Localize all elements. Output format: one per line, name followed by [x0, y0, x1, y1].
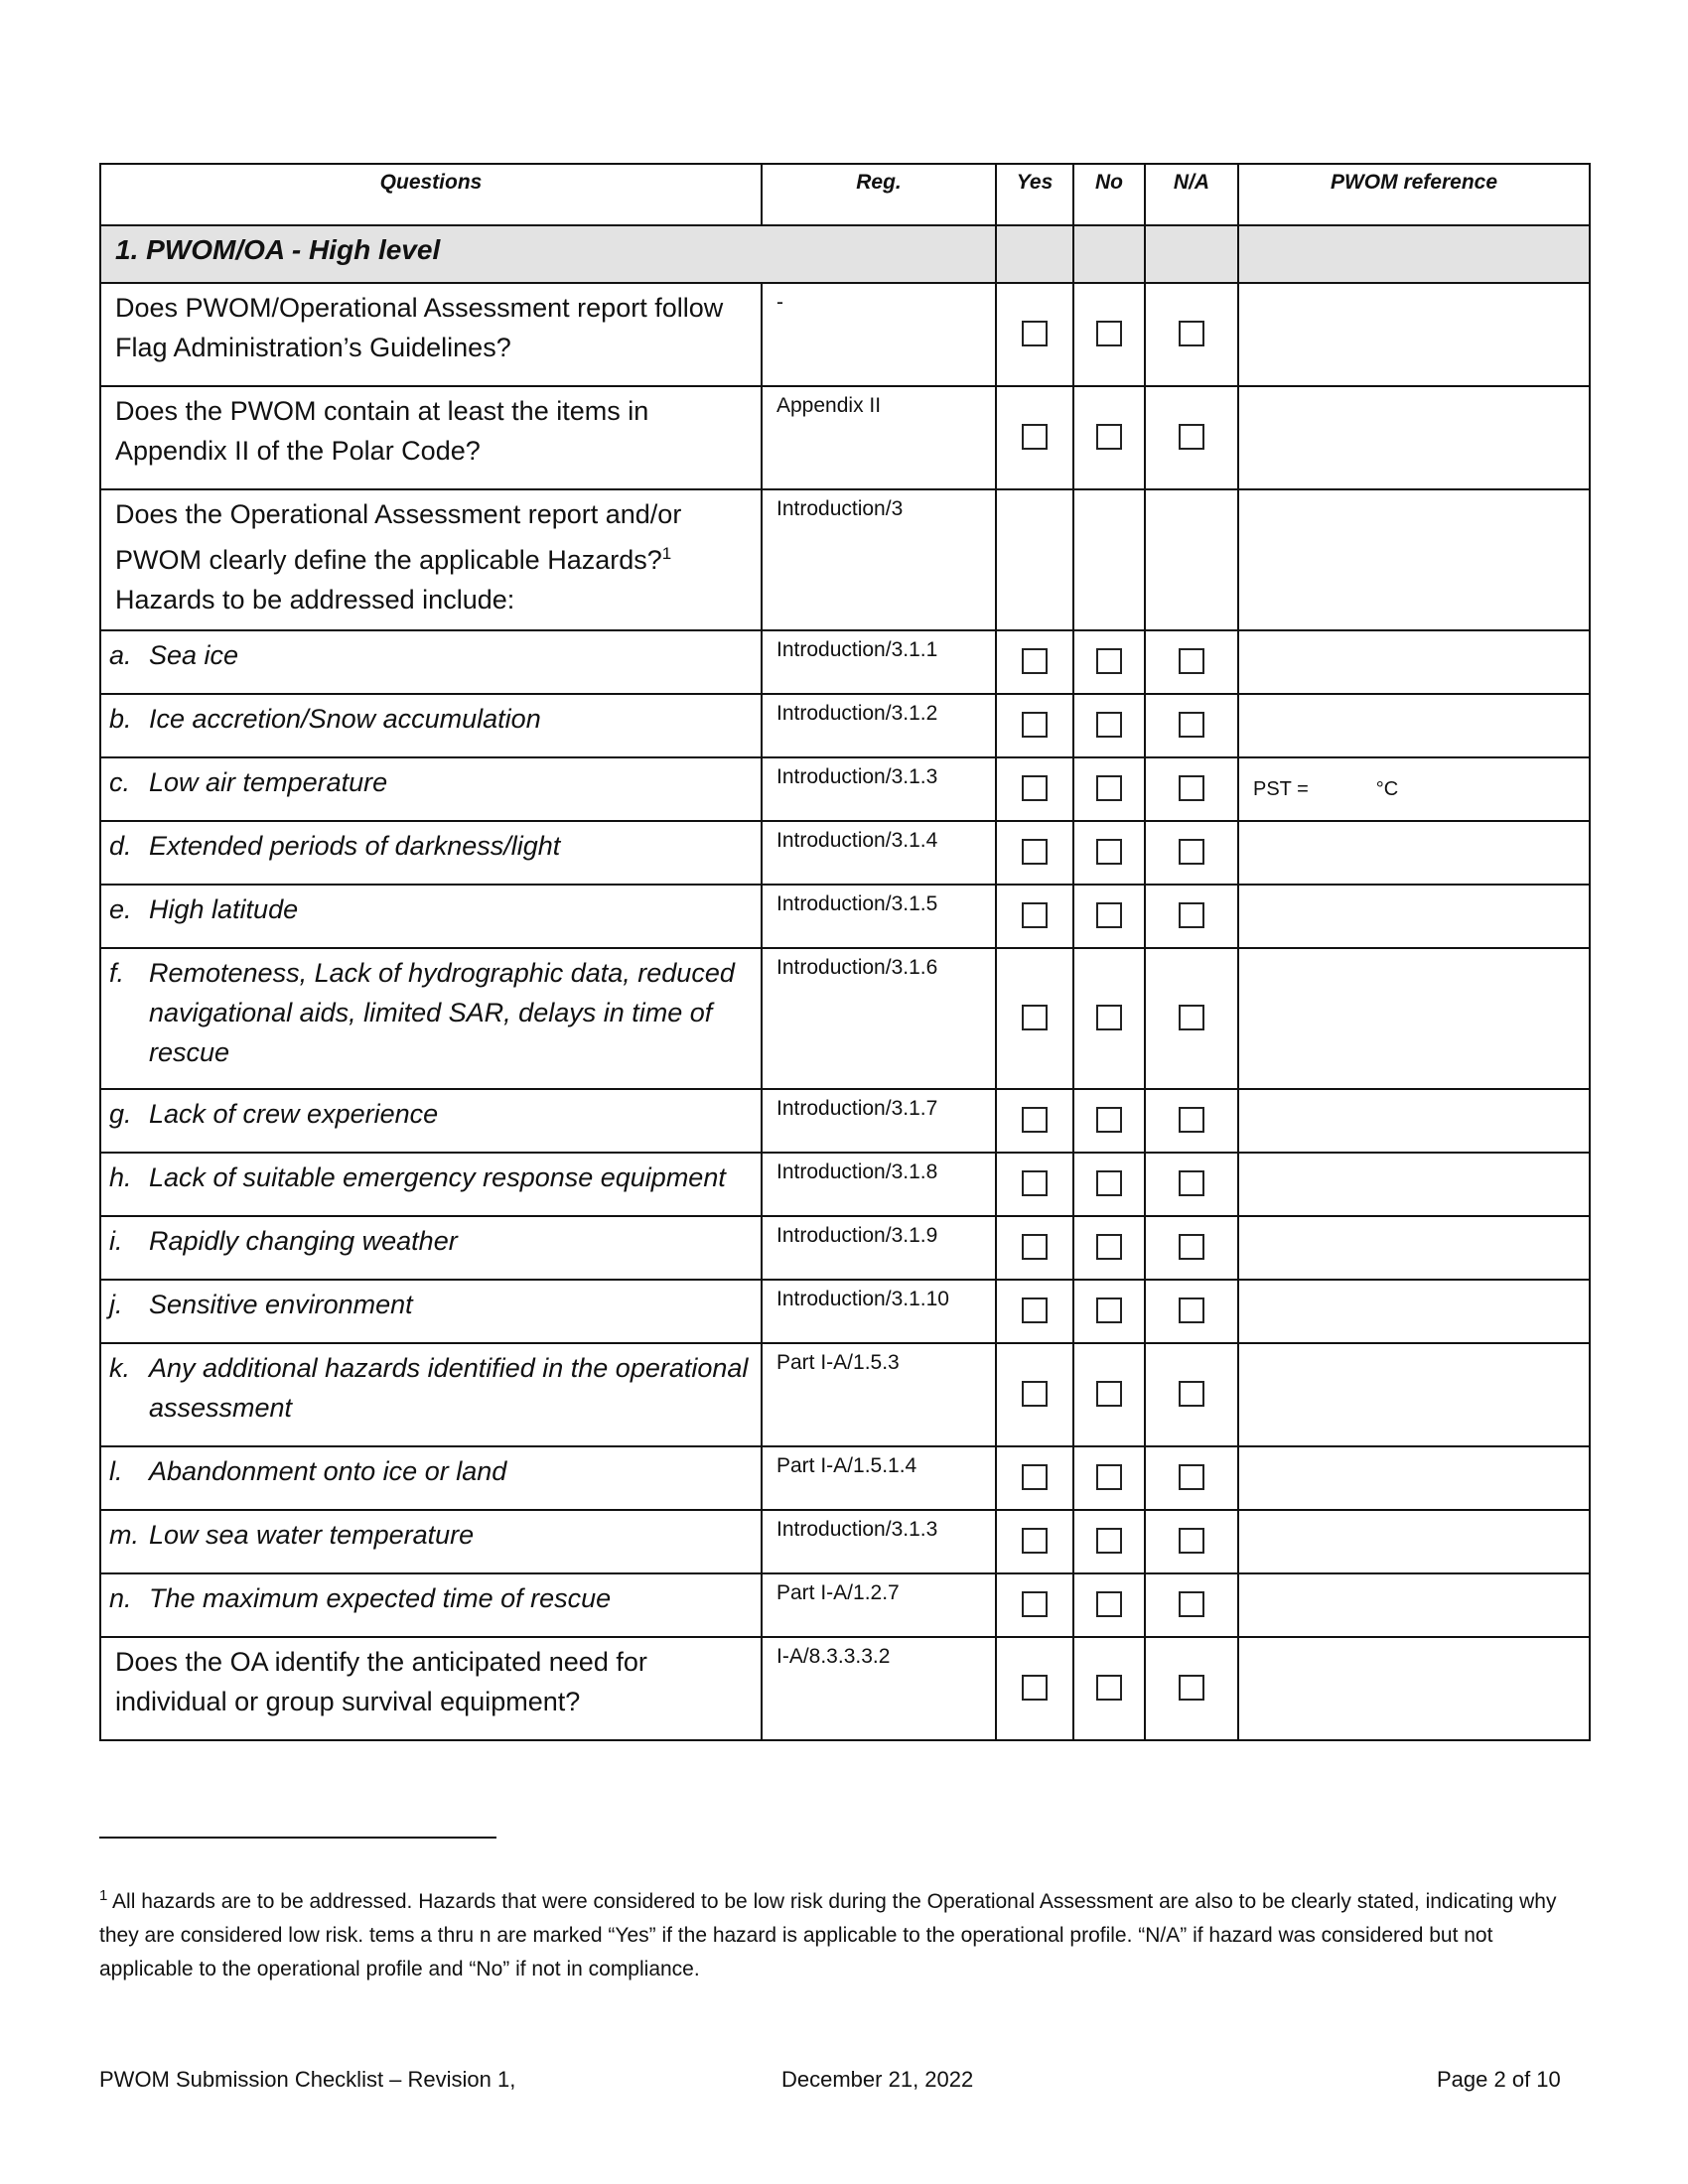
hazard-row: h. Lack of suitable emergency response equipment Introduction/3.1.8	[100, 1153, 1590, 1216]
pwom-reference-field[interactable]	[1238, 885, 1590, 948]
yes-checkbox[interactable]	[1022, 1381, 1048, 1407]
hazard-text: Low sea water temperature	[149, 1520, 475, 1550]
hazard-row: i. Rapidly changing weather Introduction/3.1.9	[100, 1216, 1590, 1280]
reg-reference: Part I-A/1.5.3	[762, 1343, 996, 1446]
footnote-separator	[99, 1837, 496, 1839]
na-checkbox[interactable]	[1179, 1170, 1204, 1196]
reg-reference: Introduction/3.1.5	[762, 885, 996, 948]
table-row	[100, 386, 1590, 489]
hazard-text: Sea ice	[149, 640, 239, 670]
reg-reference: Part I-A/1.5.1.4	[762, 1446, 996, 1510]
na-checkbox[interactable]	[1179, 321, 1204, 346]
hazard-row: n. The maximum expected time of rescue Part I-A/1.2.7	[100, 1573, 1590, 1637]
no-checkbox[interactable]	[1096, 1464, 1122, 1490]
no-checkbox[interactable]	[1096, 839, 1122, 865]
na-checkbox[interactable]	[1179, 1234, 1204, 1260]
no-checkbox[interactable]	[1096, 902, 1122, 928]
hazard-text: Any additional hazards identified in the operational assessment	[149, 1353, 749, 1423]
pwom-reference-field[interactable]	[1238, 948, 1590, 1089]
hazard-text: Lack of crew experience	[149, 1099, 439, 1129]
na-checkbox[interactable]	[1179, 1675, 1204, 1701]
reg-reference: Introduction/3.1.7	[762, 1089, 996, 1153]
reg-reference: -	[762, 283, 996, 386]
yes-checkbox[interactable]	[1022, 1005, 1048, 1030]
hazard-text: High latitude	[149, 894, 299, 924]
hazard-text: The maximum expected time of rescue	[149, 1583, 612, 1613]
na-checkbox[interactable]	[1179, 1591, 1204, 1617]
hazard-row: g. Lack of crew experience Introduction/3.1.7	[100, 1089, 1590, 1153]
header-reg: Reg.	[762, 164, 996, 225]
hazard-row: k. Any additional hazards identified in the operational assessment Part I-A/1.5.3	[100, 1343, 1590, 1446]
pwom-reference-field[interactable]	[1238, 1153, 1590, 1216]
hazard-row: a. Sea ice Introduction/3.1.1	[100, 630, 1590, 694]
yes-checkbox[interactable]	[1022, 321, 1048, 346]
header-na: N/A	[1145, 164, 1238, 225]
footnote	[99, 1879, 1589, 1986]
yes-checkbox[interactable]	[1022, 1170, 1048, 1196]
question-text: Does the PWOM contain at least the items in Appendix II of the Polar Code?	[100, 386, 762, 489]
hazard-text: Extended periods of darkness/light	[149, 831, 561, 861]
pwom-reference-field[interactable]	[1238, 489, 1590, 630]
no-checkbox[interactable]	[1096, 1170, 1122, 1196]
hazard-text: Abandonment onto ice or land	[149, 1456, 507, 1486]
table-row	[100, 1637, 1590, 1740]
pwom-reference-field[interactable]	[1238, 1343, 1590, 1446]
hazard-text: Remoteness, Lack of hydrographic data, reduced navigational aids, limited SAR, delays in time of rescue	[149, 958, 735, 1067]
na-checkbox[interactable]	[1179, 1381, 1204, 1407]
pwom-reference-field[interactable]	[1238, 1089, 1590, 1153]
no-checkbox[interactable]	[1096, 1234, 1122, 1260]
pwom-reference-field[interactable]	[1238, 1573, 1590, 1637]
pwom-reference-field[interactable]	[1238, 757, 1590, 821]
hazard-row: f. Remoteness, Lack of hydrographic data, reduced navigational aids, limited SAR, delays in time of rescue Introduction/3.1.6	[100, 948, 1590, 1089]
header-yes: Yes	[996, 164, 1073, 225]
pst-label: PST =	[1253, 777, 1309, 800]
na-checkbox[interactable]	[1179, 1005, 1204, 1030]
na-checkbox[interactable]	[1179, 1528, 1204, 1554]
yes-checkbox[interactable]	[1022, 424, 1048, 450]
footer-page-number: Page 2 of 10	[1437, 2067, 1561, 2092]
reg-reference: Introduction/3.1.1	[762, 630, 996, 694]
pwom-reference-field[interactable]	[1238, 386, 1590, 489]
no-checkbox[interactable]	[1096, 1297, 1122, 1323]
pwom-reference-field[interactable]	[1238, 1637, 1590, 1740]
question-text: Does the Operational Assessment report and/or PWOM clearly define the applicable Hazards?$^1$ Hazards to be addressed include:	[100, 489, 762, 630]
table-header	[100, 164, 1590, 225]
hazard-text: Lack of suitable emergency response equipment	[149, 1162, 726, 1192]
yes-checkbox[interactable]	[1022, 1107, 1048, 1133]
na-checkbox[interactable]	[1179, 839, 1204, 865]
no-checkbox[interactable]	[1096, 1107, 1122, 1133]
yes-checkbox[interactable]	[1022, 1591, 1048, 1617]
hazard-text: Sensitive environment	[149, 1290, 413, 1319]
na-checkbox[interactable]	[1179, 1464, 1204, 1490]
hazard-row: m. Low sea water temperature Introduction/3.1.3	[100, 1510, 1590, 1573]
no-checkbox[interactable]	[1096, 321, 1122, 346]
hazard-text: Ice accretion/Snow accumulation	[149, 704, 541, 734]
yes-checkbox[interactable]	[1022, 775, 1048, 801]
no-checkbox[interactable]	[1096, 1591, 1122, 1617]
no-checkbox[interactable]	[1096, 775, 1122, 801]
na-checkbox[interactable]	[1179, 424, 1204, 450]
no-checkbox[interactable]	[1096, 1005, 1122, 1030]
pwom-reference-field[interactable]	[1238, 1446, 1590, 1510]
pwom-reference-field[interactable]	[1238, 283, 1590, 386]
hazard-row: d. Extended periods of darkness/light Introduction/3.1.4	[100, 821, 1590, 885]
hazard-row: l. Abandonment onto ice or land Part I-A/1.5.1.4	[100, 1446, 1590, 1510]
checklist-table	[99, 163, 1591, 1741]
section-row	[100, 225, 1590, 283]
reg-reference: Introduction/3.1.3	[762, 1510, 996, 1573]
na-checkbox[interactable]	[1179, 648, 1204, 674]
no-checkbox[interactable]	[1096, 712, 1122, 738]
header-questions: Questions	[100, 164, 762, 225]
footer-document-title: PWOM Submission Checklist – Revision 1,	[99, 2067, 516, 2092]
reg-reference: Introduction/3.1.6	[762, 948, 996, 1089]
yes-checkbox[interactable]	[1022, 712, 1048, 738]
yes-checkbox[interactable]	[1022, 1528, 1048, 1554]
na-checkbox[interactable]	[1179, 712, 1204, 738]
na-checkbox[interactable]	[1179, 1107, 1204, 1133]
reg-reference: Appendix II	[762, 386, 996, 489]
reg-reference: Part I-A/1.2.7	[762, 1573, 996, 1637]
footnote-text: All hazards are to be addressed. Hazards that were considered to be low risk during the Operational Assessment are also to be clearly stated, indicating why they are considered low risk. tems a thru n are marked “Yes” if the hazard is applicable to the operational profile. “N/A” if hazard was considered but not applicable to the operational profile and “No” if not in compliance.	[99, 1890, 1557, 1980]
reg-reference: Introduction/3.1.3	[762, 757, 996, 821]
no-checkbox[interactable]	[1096, 648, 1122, 674]
na-checkbox[interactable]	[1179, 902, 1204, 928]
question-text: Does PWOM/Operational Assessment report follow Flag Administration’s Guidelines?	[100, 283, 762, 386]
yes-checkbox[interactable]	[1022, 648, 1048, 674]
hazard-text: Low air temperature	[149, 767, 388, 797]
reg-reference: I-A/8.3.3.3.2	[762, 1637, 996, 1740]
table-row	[100, 489, 1590, 630]
yes-checkbox[interactable]	[1022, 1297, 1048, 1323]
no-checkbox[interactable]	[1096, 1675, 1122, 1701]
footnote-mark: 1	[661, 544, 672, 563]
hazard-row: b. Ice accretion/Snow accumulation Introduction/3.1.2	[100, 694, 1590, 757]
na-checkbox[interactable]	[1179, 1297, 1204, 1323]
reg-reference: Introduction/3.1.10	[762, 1280, 996, 1343]
hazard-row: e. High latitude Introduction/3.1.5	[100, 885, 1590, 948]
pwom-reference-field[interactable]	[1238, 1510, 1590, 1573]
section-title: 1. PWOM/OA - High level	[100, 225, 996, 283]
pwom-reference-field[interactable]	[1238, 1280, 1590, 1343]
no-checkbox[interactable]	[1096, 424, 1122, 450]
header-no: No	[1073, 164, 1145, 225]
yes-checkbox[interactable]	[1022, 839, 1048, 865]
pwom-reference-field[interactable]	[1238, 821, 1590, 885]
hazard-text: Rapidly changing weather	[149, 1226, 458, 1256]
yes-checkbox[interactable]	[1022, 1464, 1048, 1490]
reg-reference: Introduction/3.1.2	[762, 694, 996, 757]
hazard-row: j. Sensitive environment Introduction/3.1.10	[100, 1280, 1590, 1343]
footnote-number: 1	[99, 1887, 108, 1904]
reg-reference: Introduction/3.1.9	[762, 1216, 996, 1280]
no-checkbox[interactable]	[1096, 1528, 1122, 1554]
pwom-reference-field[interactable]	[1238, 630, 1590, 694]
reg-reference: Introduction/3.1.8	[762, 1153, 996, 1216]
na-checkbox[interactable]	[1179, 775, 1204, 801]
reg-reference: Introduction/3.1.4	[762, 821, 996, 885]
question-text: Does the OA identify the anticipated need for individual or group survival equipment?	[100, 1637, 762, 1740]
pst-unit: °C	[1375, 777, 1399, 800]
yes-checkbox[interactable]	[1022, 1234, 1048, 1260]
reg-reference: Introduction/3	[762, 489, 996, 630]
pwom-reference-field[interactable]	[1238, 1216, 1590, 1280]
no-checkbox[interactable]	[1096, 1381, 1122, 1407]
pwom-reference-field[interactable]	[1238, 694, 1590, 757]
hazard-row: c. Low air temperature Introduction/3.1.3 PST = °C	[100, 757, 1590, 821]
yes-checkbox[interactable]	[1022, 902, 1048, 928]
header-pwom-reference: PWOM reference	[1238, 164, 1590, 225]
table-row	[100, 283, 1590, 386]
yes-checkbox[interactable]	[1022, 1675, 1048, 1701]
footer-date: December 21, 2022	[781, 2067, 974, 2092]
